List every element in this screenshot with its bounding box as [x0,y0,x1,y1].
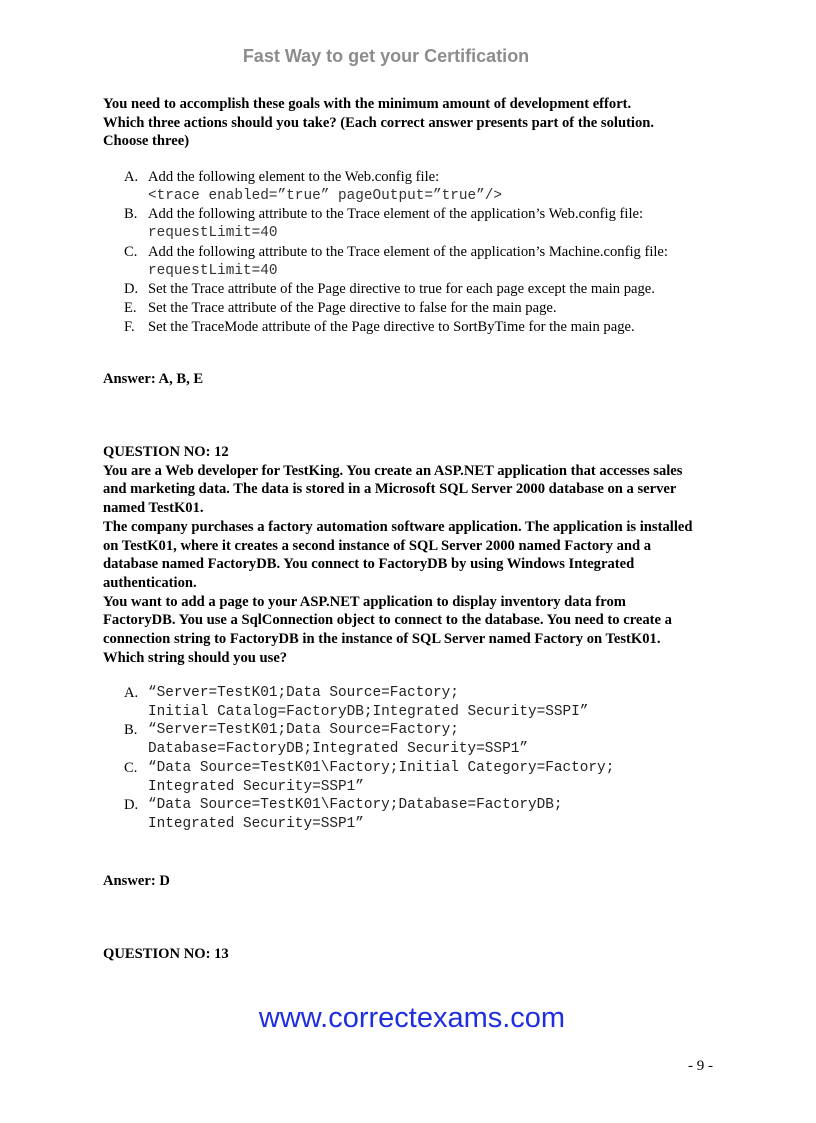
question-body-line: connection string to FactoryDB in the instance of SQL Server named Factory on TestK01. [103,631,661,648]
option-letter: C. [124,759,138,776]
option-letter: A. [124,169,139,185]
option-letter: D. [124,281,139,298]
option-line: Initial Catalog=FactoryDB;Integrated Security=SSPI” [148,703,589,720]
intro-line: Which three actions should you take? (Each correct answer presents part of the solution. [103,114,655,131]
q11-options-list [124,168,724,336]
option-text: Add the following element to the Web.config file: [148,169,440,185]
question-body-line: on TestK01, where it creates a second instance of SQL Server 2000 named Factory and a [103,537,652,554]
option-text: Set the TraceMode attribute of the Page directive to SortByTime for the main page. [148,318,635,335]
option-line: Database=FactoryDB;Integrated Security=SSP1” [148,741,528,758]
question-heading: QUESTION NO: 12 [103,444,229,460]
question-body-line: Which string should you use? [103,649,288,666]
q11-option-b [124,205,724,242]
option-letter: F. [124,318,135,335]
q13-heading: QUESTION NO: 13 [103,946,229,962]
option-text: Set the Trace attribute of the Page directive to true for each page except the main page. [148,281,655,298]
q11-option-c [124,243,724,280]
question-body-line: The company purchases a factory automation software application. The application is installed [103,518,693,535]
q11-option-a [124,168,724,205]
question-body-line: FactoryDB. You use a SqlConnection object to connect to the database. You need to create a [103,612,672,629]
option-letter: C. [124,243,138,260]
option-line: “Data Source=TestK01\Factory;Database=FactoryDB; [148,797,563,814]
question-body-line: You want to add a page to your ASP.NET application to display inventory data from [103,593,626,610]
option-line: “Data Source=TestK01\Factory;Initial Category=Factory; [148,759,615,776]
q11-option-d [124,280,724,299]
question-body-line: and marketing data. The data is stored in a Microsoft SQL Server 2000 database on a server [103,481,677,498]
option-code: requestLimit=40 [148,225,278,242]
q11-option-e [124,299,724,318]
q12-answer: Answer: D [103,873,170,889]
option-text: Set the Trace attribute of the Page directive to false for the main page. [148,299,557,316]
option-line: “Server=TestK01;Data Source=Factory; [148,685,459,701]
question-body-line: authentication. [103,574,197,591]
option-line: Integrated Security=SSP1” [148,778,364,795]
option-line: “Server=TestK01;Data Source=Factory; [148,722,459,739]
question-body-line: named TestK01. [103,500,204,517]
page-number: - 9 - [688,1058,713,1074]
option-text: Add the following attribute to the Trace element of the application’s Web.config file: [148,206,644,223]
option-letter: D. [124,797,139,814]
question-body-line: database named FactoryDB. You connect to FactoryDB by using Windows Integrated [103,556,635,573]
option-code: <trace enabled=”true” pageOutput=”true”/> [148,187,503,204]
intro-question-text [103,95,723,151]
q11-option-f [124,318,724,337]
q11-answer: Answer: A, B, E [103,371,204,387]
option-letter: B. [124,722,138,739]
option-code: requestLimit=40 [148,262,278,279]
question-body-line: You are a Web developer for TestKing. You create an ASP.NET application that accesses sales [103,462,683,479]
q12-option-c [124,759,724,796]
q12-question [103,443,723,667]
q12-option-a [124,684,724,721]
intro-line: You need to accomplish these goals with the minimum amount of development effort. [103,96,632,112]
option-letter: E. [124,299,137,316]
option-letter: B. [124,206,138,223]
option-letter: A. [124,685,139,701]
option-line: Integrated Security=SSP1” [148,815,364,832]
q12-option-b [124,721,724,758]
footer-url-link[interactable]: www.correctexams.com [258,1002,566,1034]
option-text: Add the following attribute to the Trace element of the application’s Machine.config file: [148,243,668,260]
intro-line: Choose three) [103,133,190,150]
q12-option-d [124,796,724,833]
page-header-title: Fast Way to get your Certification [242,46,530,66]
q12-options-list [124,684,724,834]
